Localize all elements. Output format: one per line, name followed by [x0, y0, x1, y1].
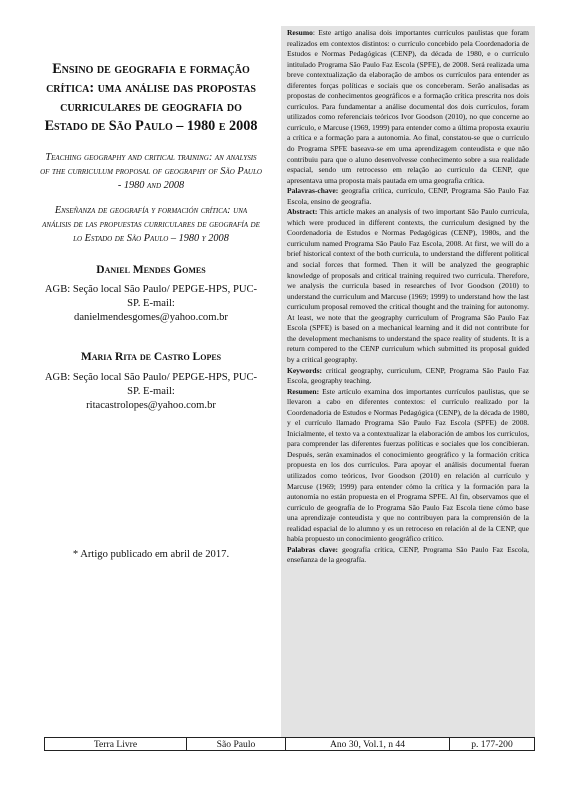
abstract-label: Abstract: [287, 207, 318, 217]
keywords-paragraph [287, 366, 529, 387]
palavras-paragraph [287, 186, 529, 207]
palabras-paragraph [287, 545, 529, 566]
keywords-label: Keywords: [287, 365, 322, 375]
resumen-paragraph [287, 387, 529, 545]
author-email[interactable]: ritacastrolopes@yahoo.com.br [86, 400, 216, 411]
author-email[interactable]: danielmendesgomes@yahoo.com.br [74, 312, 228, 323]
footer-city: São Paulo [187, 738, 286, 750]
author-affiliation: AGB: Seção local São Paulo/ PEPGE-HPS, PUC-SP. E-mail: [44, 284, 258, 309]
palabras-text: geografía crítica, CENP, Programa São Paulo Faz Escola, enseñanza de la geografía. [287, 544, 529, 565]
footer-pages: p. 177-200 [471, 739, 513, 750]
abstract-paragraph [287, 207, 529, 365]
resumo-paragraph [287, 28, 529, 186]
author-name: Maria Rita de Castro Lopes [80, 351, 222, 363]
footer-journal: Terra Livre [45, 738, 187, 750]
palavras-text: geografia crítica, currículo, CENP, Programa São Paulo Faz Escola, ensino de geografia. [287, 186, 529, 206]
abstract-panel [281, 26, 535, 738]
footer-volume: Ano 30, Vol.1, n 44 [286, 738, 450, 750]
resumen-label: Resumen: [287, 386, 320, 396]
author-affiliation: AGB: Seção local São Paulo/ PEPGE-HPS, PUC-SP. E-mail: [44, 372, 258, 397]
resumo-label: Resumo [287, 28, 313, 37]
title-block [40, 60, 262, 413]
abstract-text: This article makes an analysis of two important São Paulo curricula, which were produced in different contexts, the curriculum designed by the Coordenadoria de Estudos e Normas Pedagógicas (CENP), 1980s, and the curriculum named Programa São Paulo Faz Escola, 2008. At first, we will do a brief historical context of the both curricula, to understand the different political and social forces that formed. Then it will be analyzed the geographic knowledge of proposals and critical training required two curricula. Therefore, we analysis the curricula based in researches of Ivor Goodson (2010) to understand the curriculum and Marcuse (1969; 1999) to understand how the last curriculum proposal removed the critical thought and the training for autonomy. At least, we note that the geography curriculum of Programa São Paulo Faz Escola (SPFE) is based on a mechanical learning and it did not contribute for the development mechanisms to understand the space reality of students. It is a return compered to the CENP curriculum which submitted its proposal guided by a critical geography. [287, 207, 529, 364]
author-name: Daniel Mendes Gomes [96, 264, 206, 276]
resumen-text: Este artículo examina dos importantes currículos paulistas, que se llevaron a cabo en diferentes contextos: el currículo realizado por la Coordenadoria de Estudos e Normas Pedagógica (CENP), de la década de 1980, y el currículo llamado Programa São Paulo Faz Escola (SPFE) de 2008. Inicialmente, el texto va a contextualizar la elaboración de ambos los currículos, para comprender las diferentes fuerzas políticas e sociales que los concibieran. Después, serán examinados el conocimiento geográfico y la formación crítica propuesta en los dos currículos. Para apoyar el análisis documental fueran utilizados como teóricos, Ivor Goodson (2010) en relación al currículo y Marcuse (1969; 1999) para entender cómo la crítica y la formación para la autonomía no están propuesta en el Programa SPFE. Al fin, observamos que el currículo de geografía de lo Programa São Paulo Faz Escola tiene cómo base una aprendizaje conteudista y que no contribuyen para la comprensión de la realidad espacial de lo alumno y es un retroceso en relación al de la CENP, que había propuesto un conocimiento geográfico crítico. [287, 386, 529, 544]
title-english: Teaching geography and critical training: an analysis of the curriculum proposal of geography of São Paulo - 1980 and 2008 [40, 152, 262, 191]
keywords-text: critical geography, curriculum, CENP, Programa São Paulo Faz Escola, geography teaching. [287, 365, 529, 386]
publication-footnote: * Artigo publicado em abril de 2017. [72, 549, 230, 560]
page-footer [44, 737, 535, 751]
resumo-text: : Este artigo analisa dois importantes currículos paulistas que foram realizados em contextos distintos: o currículo concebido pela Coordenadoria de Estudos e Normas Pedagógicas (CENP), da década de 1980, e o currículo intitulado Programa São Paulo Faz Escola (SPFE), de 2008. Será realizada uma breve contextualização da elaboração de ambos os currículos para entender as diferentes forças políticas e sociais que os conceberam. Serão analisadas as propostas de conhecimentos geográficos e a formação crítica prescrita nos dois currículos. Para fundamentar a análise documental dos dois currículos, foram utilizados como referenciais teóricos Ivor Goodson (2010), no que concerne ao currículo, e Marcuse (1969, 1999) para entender como a última proposta exauriu a crítica e a formação para a autonomia. Ao final, constatou-se que o currículo do Programa SPFE baseava-se em uma aprendizagem conteudista e que não contribuiu para que o aluno desenvolvesse conhecimento sobre a sua realidade espacial, sendo um retrocesso em relação ao currículo da CENP, que apresentava uma proposta mais pautada em uma geografia crítica. [287, 28, 529, 185]
article-title: Ensino de geografia e formação crítica: uma análise das propostas curriculares de geografia do Estado de São Paulo – 1980 e 2008 [44, 61, 258, 134]
title-spanish: Enseñanza de geografía y formación crítica: una análisis de las propuestas curriculares de geografía de lo Estado de São Paulo – 1980 y 2008 [42, 205, 260, 244]
palavras-label: Palavras-chave: [287, 186, 339, 196]
palabras-label: Palabras clave: [287, 544, 339, 554]
